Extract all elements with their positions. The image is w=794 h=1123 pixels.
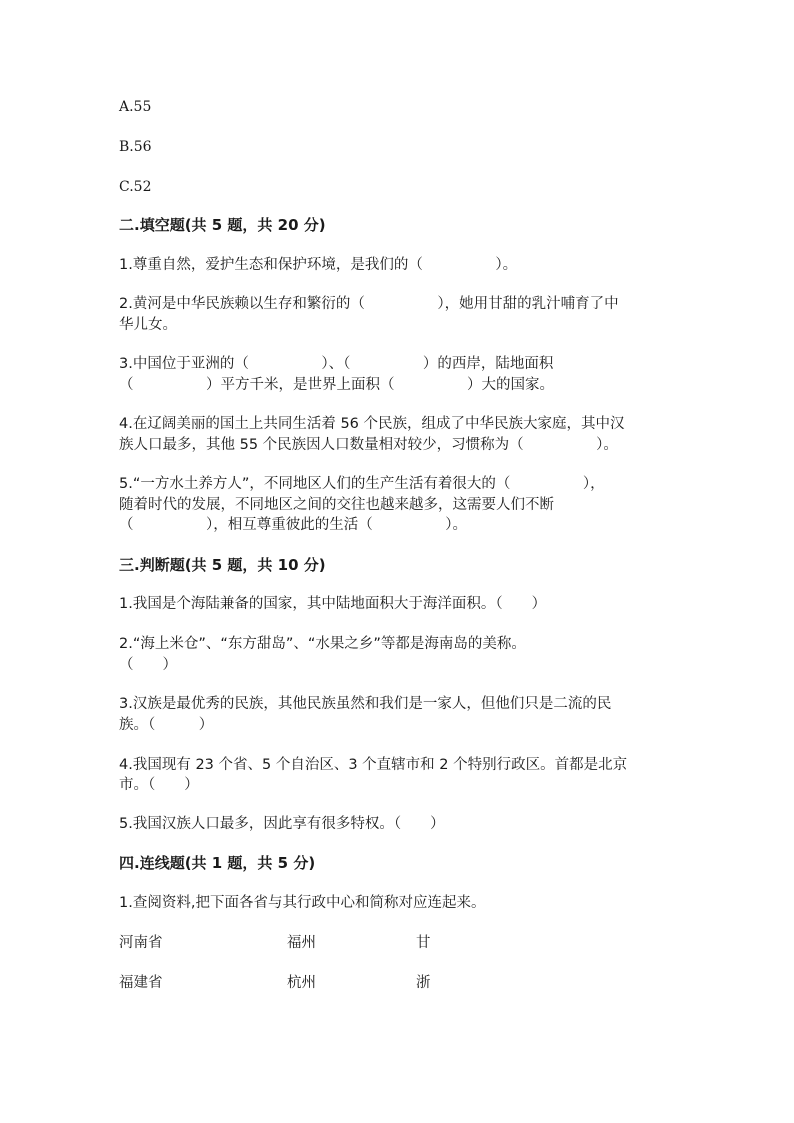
judge-question-5: 5.我国汉族人口最多，因此享有很多特权。（ ） [119,816,445,832]
match-center: 杭州 [287,975,316,991]
section-heading-fill: 二.填空题(共 5 题，共 20 分) [119,216,326,234]
judge-question-4-line-2: 市。（ ） [119,777,199,793]
match-abbr: 浙 [416,975,431,991]
fill-question-4-line-1: 4.在辽阔美丽的国土上共同生活着 56 个民族，组成了中华民族大家庭，其中汉 [119,416,625,432]
option-a: A.55 [119,99,152,115]
judge-question-3-line-1: 3.汉族是最优秀的民族，其他民族虽然和我们是一家人，但他们只是二流的民 [119,696,612,712]
judge-question-2-line-1: 2.“海上米仓”、“东方甜岛”、“水果之乡”等都是海南岛的美称。 [119,636,526,652]
fill-question-1: 1.尊重自然，爱护生态和保护环境，是我们的（ ）。 [119,257,518,273]
fill-question-5-line-3: （ ），相互尊重彼此的生活（ ）。 [119,517,467,533]
fill-question-2-line-1: 2.黄河是中华民族赖以生存和繁衍的（ ），她用甘甜的乳汁哺育了中 [119,296,619,312]
match-abbr: 甘 [416,935,431,951]
section-heading-judge: 三.判断题(共 5 题，共 10 分) [119,556,326,574]
option-b: B.56 [119,139,152,155]
match-question-1: 1.查阅资料,把下面各省与其行政中心和简称对应连起来。 [119,895,486,911]
section-heading-match: 四.连线题(共 1 题，共 5 分) [119,854,316,872]
fill-question-5-line-2: 随着时代的发展，不同地区之间的交往也越来越多，这需要人们不断 [119,497,554,513]
judge-question-1: 1.我国是个海陆兼备的国家，其中陆地面积大于海洋面积。（ ） [119,596,547,612]
judge-question-3-line-2: 族。（ ） [119,717,214,733]
fill-question-2-line-2: 华儿女。 [119,317,177,333]
match-center: 福州 [287,935,316,951]
fill-question-3-line-1: 3.中国位于亚洲的（ ）、（ ）的西岸，陆地面积 [119,356,554,372]
judge-question-2-line-2: （ ） [119,657,177,673]
fill-question-4-line-2: 族人口最多，其他 55 个民族因人口数量相对较少，习惯称为（ ）。 [119,437,618,453]
match-province: 河南省 [119,935,163,951]
fill-question-3-line-2: （ ）平方千米，是世界上面积（ ）大的国家。 [119,377,554,393]
judge-question-4-line-1: 4.我国现有 23 个省、5 个自治区、3 个直辖市和 2 个特别行政区。首都是北京 [119,757,628,773]
match-province: 福建省 [119,975,163,991]
fill-question-5-line-1: 5.“一方水土养方人”，不同地区人们的生产生活有着很大的（ ）， [119,476,605,492]
option-c: C.52 [119,179,152,195]
